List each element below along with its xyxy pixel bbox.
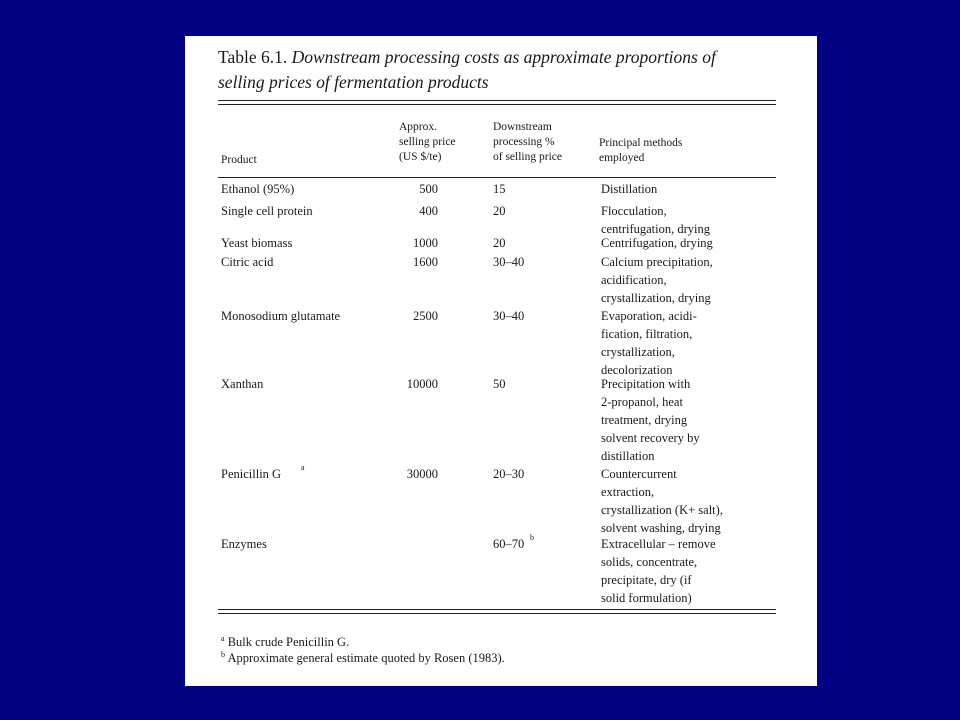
dsp-percent: 15 xyxy=(493,182,506,196)
method-line: precipitate, dry (if xyxy=(601,573,692,587)
selling-price: 2500 xyxy=(413,309,438,323)
product-name: Penicillin G xyxy=(221,467,282,481)
method-line: Distillation xyxy=(601,182,658,196)
dsp-percent: 20 xyxy=(493,236,506,250)
method-line: Extracellular – remove xyxy=(601,537,716,551)
footnote-a xyxy=(221,634,349,650)
method-line: Calcium precipitation, xyxy=(601,255,713,269)
selling-price: 1600 xyxy=(413,255,438,269)
header-dsp-line-3: of selling price xyxy=(493,151,562,163)
footnote-b-mark: b xyxy=(221,649,225,659)
dsp-percent: 20 xyxy=(493,204,506,218)
method-line: treatment, drying xyxy=(601,413,688,427)
selling-price: 400 xyxy=(419,204,438,218)
table-label: Table 6.1. xyxy=(218,47,288,67)
header-product: Product xyxy=(221,154,257,166)
method-line: crystallization (K+ salt), xyxy=(601,503,723,517)
method-line: solvent recovery by xyxy=(601,431,700,445)
selling-price: 10000 xyxy=(406,377,438,391)
product-name: Enzymes xyxy=(221,537,267,551)
product-name: Single cell protein xyxy=(221,204,313,218)
method-line: Centrifugation, drying xyxy=(601,236,713,250)
method-line: solid formulation) xyxy=(601,591,692,605)
header-price-line-1: Approx. xyxy=(399,121,438,133)
method-line: Countercurrent xyxy=(601,467,677,481)
product-name: Yeast biomass xyxy=(221,236,293,250)
header-dsp-line-2: processing % xyxy=(493,136,555,148)
method-line: crystallization, xyxy=(601,345,675,359)
method-line: acidification, xyxy=(601,273,667,287)
dsp-percent: 30–40 xyxy=(493,309,525,323)
header-dsp-line-1: Downstream xyxy=(493,121,552,133)
method-line: crystallization, drying xyxy=(601,291,711,305)
bottom-rule xyxy=(218,609,776,610)
method-line: Evaporation, acidi- xyxy=(601,309,697,323)
footnote-b xyxy=(221,650,505,666)
method-line: extraction, xyxy=(601,485,655,499)
method-line: decolorization xyxy=(601,363,673,377)
header-methods-line-2: employed xyxy=(599,152,645,164)
table-caption-line-1: Downstream processing costs as approximate proportions of xyxy=(291,47,716,67)
method-line: fication, filtration, xyxy=(601,327,693,341)
top-rule-double xyxy=(218,104,776,105)
scanned-table-page: Table 6.1. Downstream processing costs as approximate proportions of selling prices of fermentation products Product Approx. selling price (US $/te) Downstream processing % of selling price Principal methods employed Ethanol (95%) 500 15 Distillation Single cell protein 400 20 Flocculation, centrifugation, drying Yeast biomass 1000 20 Centrifugation, drying Citric acid 1600 30–40 Calcium precipitation, acidification, crystallization, drying Monosodium glutamate 2500 30–40 Evaporation, acidi- fication, filtration, crystallization, decolorization Xanthan 10000 50 Precipitation with 2-propanol, heat treatment, drying solvent recovery by distillation Penicillin G a 30000 20–30 Countercurrent extraction, crystallization (K+ salt), solvent washing, drying Enzymes 60–70 b Extracellular – remove solids, concentrate, precipitate, dry (if solid formulation) $^a$ Bulk crude Penicillin G. $^b$ Approximate general estimate quoted by Rosen (1983). xyxy=(185,36,817,686)
method-line: distillation xyxy=(601,449,655,463)
method-line: Flocculation, xyxy=(601,204,667,218)
footnote-b-text: Approximate general estimate quoted by Rosen (1983). xyxy=(227,651,505,665)
header-methods xyxy=(599,136,682,166)
method-line: centrifugation, drying xyxy=(601,222,710,236)
dsp-percent: 20–30 xyxy=(493,467,525,481)
header-dsp xyxy=(493,120,562,165)
product-name: Xanthan xyxy=(221,377,264,391)
table-caption-line-2: selling prices of fermentation products xyxy=(218,72,489,92)
header-methods-line-1: Principal methods xyxy=(599,137,683,149)
method-line: solids, concentrate, xyxy=(601,555,698,569)
dsp-percent: 30–40 xyxy=(493,255,525,269)
method-line: solvent washing, drying xyxy=(601,521,721,535)
footnote-a-mark: a xyxy=(221,633,225,643)
product-name: Citric acid xyxy=(221,255,274,269)
product-name: Monosodium glutamate xyxy=(221,309,341,323)
footnote-a-text: Bulk crude Penicillin G. xyxy=(227,635,350,649)
header-price-line-3: (US $/te) xyxy=(399,151,442,163)
selling-price: 500 xyxy=(419,182,438,196)
method-line: Precipitation with xyxy=(601,377,691,391)
product-name: Ethanol (95%) xyxy=(221,182,295,196)
dsp-percent: 60–70 xyxy=(493,537,525,551)
selling-price: 30000 xyxy=(406,467,438,481)
method-line: 2-propanol, heat xyxy=(601,395,683,409)
selling-price: 1000 xyxy=(413,236,438,250)
dsp-percent: 50 xyxy=(493,377,506,391)
bottom-rule-double xyxy=(218,613,776,614)
table-title xyxy=(218,45,778,95)
header-price xyxy=(399,120,456,165)
header-rule xyxy=(218,177,776,178)
header-price-line-2: selling price xyxy=(399,136,456,148)
top-rule xyxy=(218,100,776,101)
